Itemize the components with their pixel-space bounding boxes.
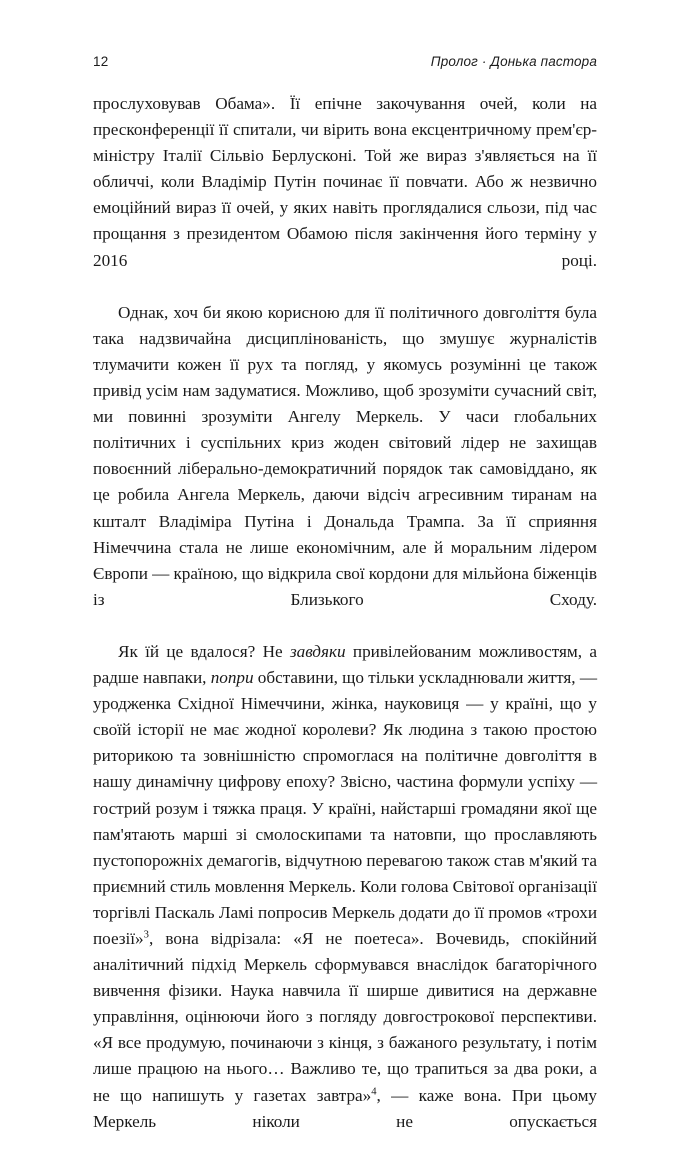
footnote-reference: 3 [143,929,149,941]
page-number: 12 [93,54,109,69]
emphasis-text: попри [210,668,254,688]
emphasis-text: завдяки [289,641,346,661]
body-text [93,91,597,1161]
running-head-title: Пролог · Донька пастора [430,54,597,69]
footnote-reference: 4 [371,1085,377,1097]
text-run: Як їй це вдалося? Не [118,641,290,661]
running-head [93,54,597,74]
text-run: обставини, що тільки ускладнювали життя, — уродженка Східної Німеччини, жінка, науковиця — у країні, що у своїй історії не має жодної королеви? Як людина з такою простою риторикою та зовнішністю спромоглася на політичне довголіття в нашу динамічну цифрову епоху? Звісно, частина формули успіху — гострий розум і тяжка праця. У країні, найстарші громадяни якої ще пам'ятають марші зі смолоскипами та натовпи, що прославляють пустопорожніх демагогів, відчутною перевагою також став м'який та приємний стиль мовлення Меркель. Коли голова Світової організації торгівлі Паскаль Ламі попросив Меркель додати до її промов «трохи поезії» [93,668,597,948]
paragraph [93,91,597,300]
text-run: , — каже вона. При цьому Меркель ніколи не опускається [93,1085,597,1131]
paragraph [93,639,597,1161]
text-run: , вона відрізала: «Я не поетеса». Вочевидь, спокійний аналітичний підхід Меркель сформувався внаслідок багаторічного вивчення фізики. Наука навчила її ширше дивитися на державне управління, оцінюючи його з погляду довгострокової перспективи. «Я все продумую, починаючи з кінця, з бажаного результату, і потім лише працюю на нього… Важливо те, що трапиться за два роки, а не що напишуть у газетах завтра» [93,929,597,1105]
text-run: Однак, хоч би якою корисною для її політичного довголіття була така надзвичайна дисциплінованість, що змушує журналістів тлумачити кожен її рух та погляд, у якомусь розумінні це також привід усім нам задуматися. Можливо, щоб зрозуміти сучасний світ, ми повинні зрозуміти Ангелу Меркель. У часи глобальних політичних і суспільних криз жоден світовий лідер не захищав повоєнний ліберально-демократичний порядок так самовіддано, як це робила Ангела Меркель, даючи відсіч агресивним тиранам на кшталт Владіміра Путіна і Дональда Трампа. За її сприяння Німеччина стала не лише економічним, але й моральним лідером Європи — країною, що відкрила свої кордони для мільйона біженців із Близького Сходу. [93,302,597,609]
text-run: привілейованим можливостям, а радше навпаки, [93,641,597,688]
paragraph [93,300,597,639]
text-run: прослуховував Обама». Її епічне закочування очей, коли на пресконференції її спитали, чи вірить вона ексцентричному прем'єр-міністру Італії Сільвіо Берлусконі. Той же вираз з'являється на її обличчі, коли Владімір Путін починає її повчати. Або ж незвично емоційний вираз її очей, у яких навіть проглядалися сльози, під час прощання з президентом Обамою після закінчення його терміну у 2016 році. [93,94,597,270]
